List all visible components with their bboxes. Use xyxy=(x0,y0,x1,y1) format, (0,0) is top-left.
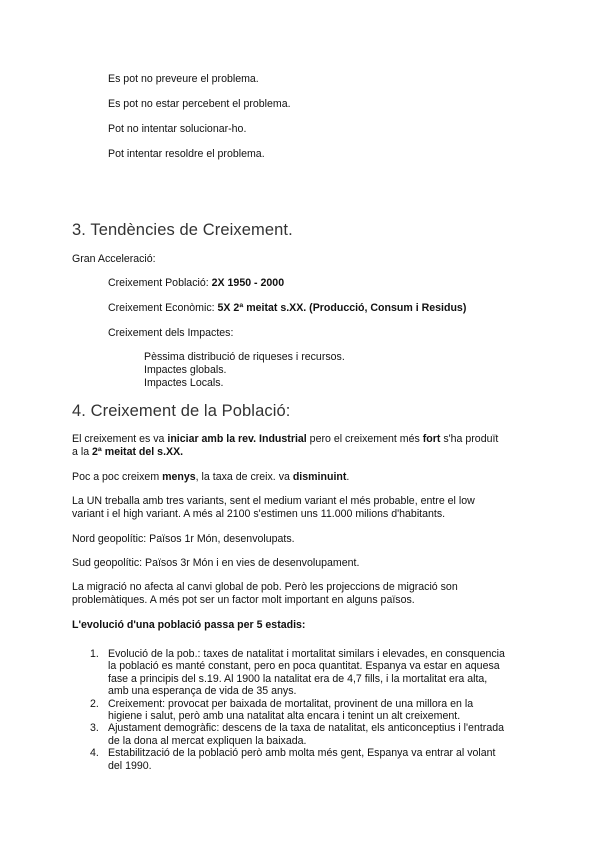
intro-item: Es pot no preveure el problema. xyxy=(108,73,259,85)
text-run: fort xyxy=(422,433,441,445)
text-run: , la taxa de creix. va xyxy=(195,471,293,483)
text-line: de la dona al mercat expliquen la baixada. xyxy=(108,734,307,747)
text-line: La UN treballa amb tres variants, sent el medium variant el més probable, entre el low xyxy=(72,495,475,507)
text-line: La migració no afecta al canvi global de pob. Però les projeccions de migració son xyxy=(72,581,458,593)
gran-acceleracio-label: Gran Acceleració: xyxy=(72,253,156,265)
text-run: Poc a poc creixem xyxy=(72,471,163,483)
text-run: pero el creixement més xyxy=(306,433,423,445)
text-run: menys xyxy=(162,471,196,483)
list-item xyxy=(72,747,530,772)
list-number: 4. xyxy=(90,747,99,760)
list-item xyxy=(72,648,530,698)
paragraph-migration xyxy=(72,581,532,607)
text-line: Estabilització de la població però amb molta més gent, Espanya va entrar al volant xyxy=(108,747,496,760)
text-line: amb una esperança de vida de 35 anys. xyxy=(108,685,297,698)
list-number: 1. xyxy=(90,648,99,660)
stages-heading xyxy=(72,619,532,632)
growth-row-value: 5X 2ª meitat s.XX. (Producció, Consum i Residus) xyxy=(217,302,467,314)
list-item xyxy=(72,698,530,723)
intro-item: Pot no intentar solucionar-ho. xyxy=(108,123,247,135)
text-run: iniciar amb la rev. Industrial xyxy=(167,433,307,445)
text-line: problemàtiques. A més pot ser un factor molt important en alguns països. xyxy=(72,594,415,606)
growth-row-label: Creixement Població: xyxy=(108,277,209,289)
growth-row-value: 2X 1950 - 2000 xyxy=(211,277,285,289)
text-line: Evolució de la pob.: taxes de natalitat i mortalitat similars i elevades, en consquencia xyxy=(108,648,505,660)
text-run: s'ha produït xyxy=(440,433,499,445)
impact-item: Impactes globals. xyxy=(144,364,227,376)
paragraph-un-variants xyxy=(72,495,532,521)
list-number: 3. xyxy=(90,722,99,735)
text-line: fase a principis del s.19. Al 1900 la natalitat era de 4,7 fills, i la mortalitat era alta, xyxy=(108,672,488,685)
intro-item: Es pot no estar percebent el problema. xyxy=(108,98,291,110)
paragraph-north: Nord geopolític: Països 1r Món, desenvolupats. xyxy=(72,533,295,545)
paragraph-industrial xyxy=(72,433,532,459)
text-run: El creixement es va xyxy=(72,433,168,445)
text-run: a la xyxy=(72,446,93,458)
text-line: higiene i salut, però amb una natalitat alta encara i tenint un alt creixement. xyxy=(108,710,461,723)
growth-row xyxy=(108,302,466,314)
list-item xyxy=(72,722,530,747)
text-line: Ajustament demogràfic: descens de la taxa de natalitat, els anticonceptius i l'entrada xyxy=(108,722,504,735)
section-3-heading: 3. Tendències de Creixement. xyxy=(72,221,293,239)
growth-row-label: Creixement dels Impactes: xyxy=(108,327,234,339)
paragraph-south: Sud geopolític: Països 3r Món i en vies de desenvolupament. xyxy=(72,557,360,569)
list-number: 2. xyxy=(90,697,99,710)
text-line: la població es manté constant, pero en poca quantitat. Espanya va estar en aquesa xyxy=(108,660,500,673)
growth-row-label: Creixement Econòmic: xyxy=(108,302,215,314)
text-line: del 1990. xyxy=(108,759,152,772)
paragraph-rate xyxy=(72,471,532,484)
growth-row xyxy=(108,327,233,339)
impact-item: Pèssima distribució de riqueses i recursos. xyxy=(144,351,345,363)
text-run: . xyxy=(346,471,350,483)
impact-item: Impactes Locals. xyxy=(144,377,224,389)
text-run: disminuint xyxy=(292,471,347,483)
section-4-heading: 4. Creixement de la Població: xyxy=(72,402,291,420)
stages-list xyxy=(72,648,530,772)
growth-row xyxy=(108,277,284,289)
text-line: Creixement: provocat per baixada de mortalitat, provinent de una millora en la xyxy=(108,697,474,710)
stages-heading-text: L'evolució d'una població passa per 5 estadis: xyxy=(72,619,306,631)
text-run: 2ª meitat del s.XX. xyxy=(92,446,184,458)
intro-item: Pot intentar resoldre el problema. xyxy=(108,148,265,160)
text-line: variant i el high variant. A més al 2100 s'estimen uns 11.000 milions d'habitants. xyxy=(72,508,446,520)
